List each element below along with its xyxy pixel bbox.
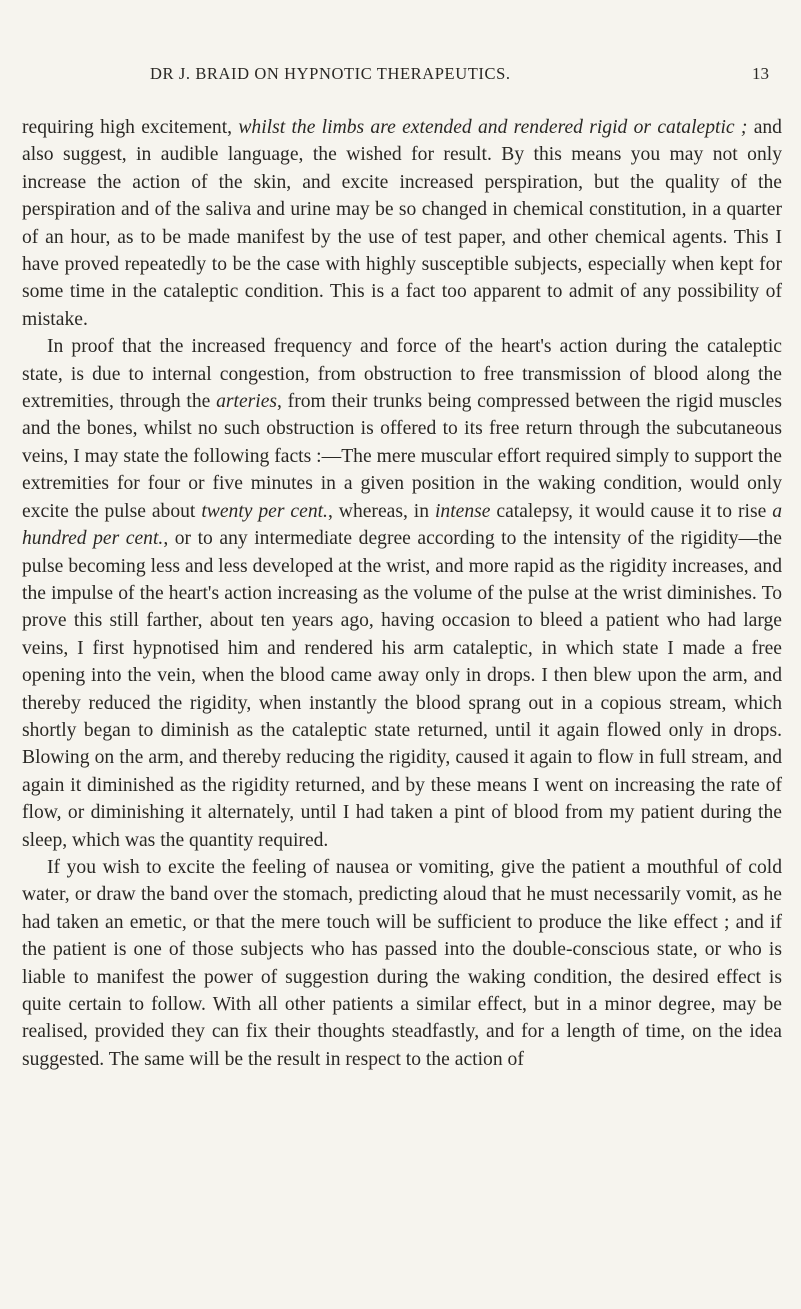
paragraph-3 xyxy=(22,854,782,1073)
text-segment: , from their trunks being compressed between the rigid muscles and the bones, whilst no such obstruction is offered to its free return through the subcutaneous veins, I may state the following facts :—The mere muscular effort required simply to support the extremities for four or five minutes in a given position in the waking condition, would only excite the pulse about xyxy=(22,391,782,522)
page-header xyxy=(0,64,801,94)
body-text xyxy=(22,114,782,1073)
italic-segment: a hundred per cent. xyxy=(22,500,782,550)
italic-segment: whilst the limbs are extended and rendered rigid or cataleptic ; xyxy=(238,117,748,138)
italic-segment: arteries xyxy=(216,391,278,413)
text-segment: catalepsy, it would cause it to rise xyxy=(490,500,773,522)
paragraph-1 xyxy=(22,114,782,333)
text-segment: If you wish to excite the feeling of nausea or vomiting, give the patient a mouthful of cold water, or draw the band over the stomach, predicting aloud that he must necessarily vomit, as he had taken an emetic, or that the mere touch will be sufficient to produce the like effect ; and if the patient is one of those subjects who has passed into the double-conscious state, or who is liable to manifest the power of suggestion during the waking condition, the desired effect is quite certain to follow. With all other patients a similar effect, but in a minor degree, may be realised, provided they can fix their thoughts steadfastly, and for a length of time, on the idea suggested. The same will be the result in respect to the action of xyxy=(22,856,782,1070)
italic-segment: intense xyxy=(434,500,491,522)
text-segment: , whereas, in xyxy=(327,500,435,522)
text-segment: In proof that the increased frequency and force of the heart's action during the cataleptic state, is due to internal congestion, from obstruction to free transmission of blood along the extremities, through the xyxy=(22,336,782,413)
page-number: 13 xyxy=(752,64,769,83)
text-segment: and also suggest, in audible language, the wished for result. By this means you may not only increase the action of the skin, and excite increased perspiration, but the quality of the perspiration and of the saliva and urine may be so changed in chemical constitution, in a quarter of an hour, as to be made manifest by the use of test paper, and other chemical agents. This I have proved repeatedly to be the case with highly susceptible subjects, especially when kept for some time in the cataleptic condition. This is a fact too apparent to admit of any possibility of mistake. xyxy=(22,117,782,330)
text-segment: , or to any intermediate degree according to the intensity of the rigidity—the pulse becoming less and less developed at the wrist, and more rapid as the rigidity increases, and the impulse of the heart's action increasing as the volume of the pulse at the wrist diminishes. To prove this still farther, about ten years ago, having occasion to bleed a patient who had large veins, I first hypnotised him and rendered his arm cataleptic, in which state I made a free opening into the vein, when the blood came away only in drops. I then blew upon the arm, and thereby reduced the rigidity, when instantly the blood sprang out in a copious stream, which shortly began to diminish as the cataleptic state returned, until it again flowed only in drops. Blowing on the arm, and thereby reducing the rigidity, caused it again to flow in full stream, and again it diminished as the rigidity returned, and by these means I went on increasing the rate of flow, or diminishing it alternately, until I had taken a pint of blood from my patient during the sleep, which was the quantity required. xyxy=(22,528,783,851)
text-segment: requiring high excitement, xyxy=(22,117,239,138)
running-head: DR J. BRAID ON HYPNOTIC THERAPEUTICS. xyxy=(150,64,511,83)
italic-segment: twenty per cent. xyxy=(201,500,328,522)
paragraph-2 xyxy=(22,333,782,854)
